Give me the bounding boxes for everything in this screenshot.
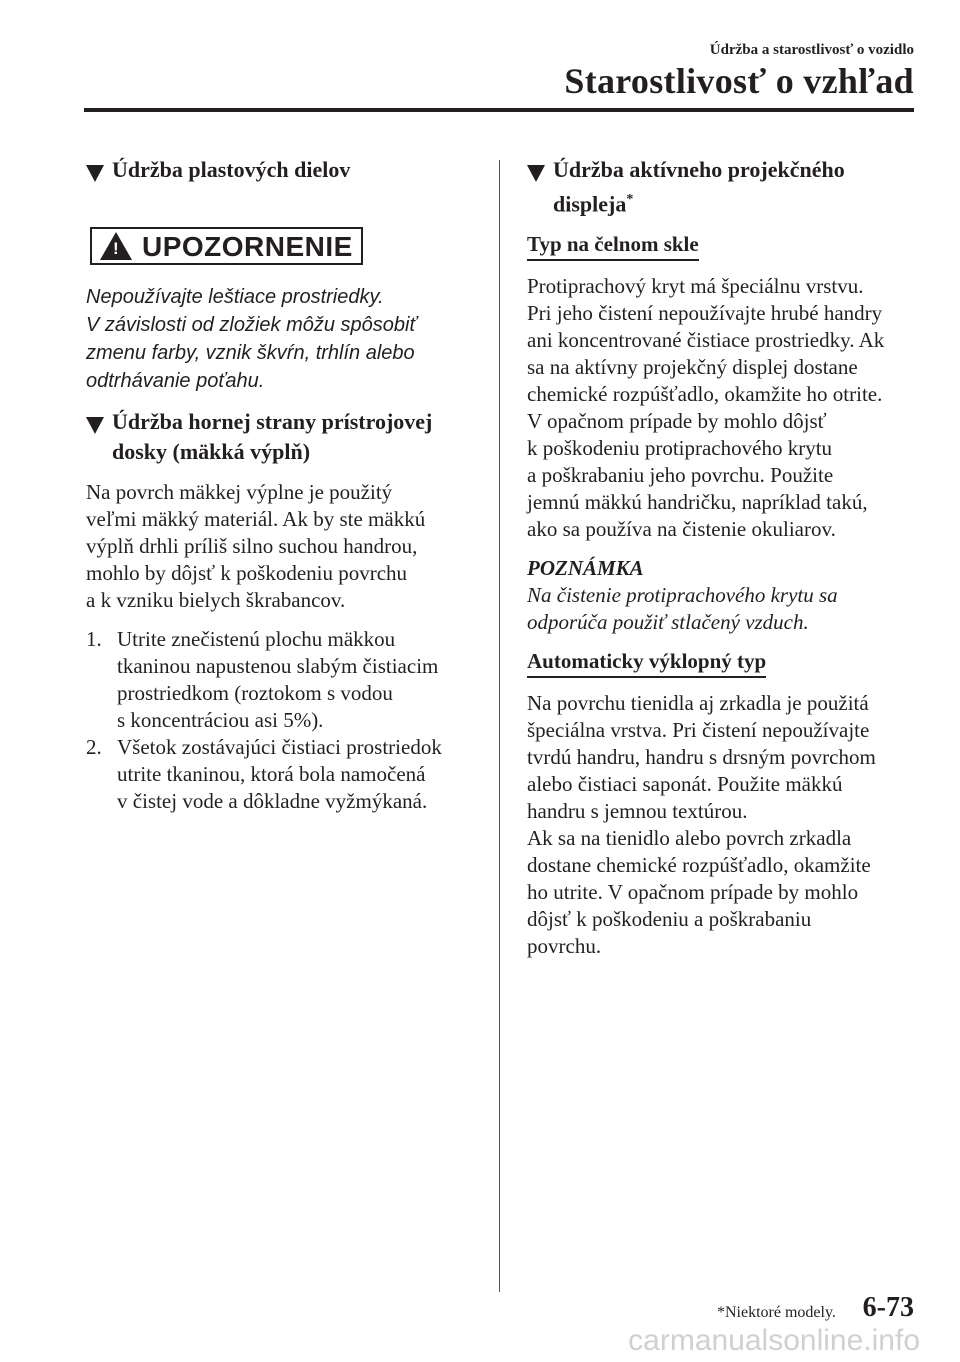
steps-list xyxy=(86,626,476,815)
text-line: handru s jemnou textúrou. xyxy=(527,799,748,824)
right-column xyxy=(527,155,922,972)
text-line: sa na aktívny projekčný displej dostane xyxy=(527,355,858,380)
note-label: POZNÁMKA xyxy=(527,556,644,581)
left-column xyxy=(86,155,476,815)
section-title: Údržba plastových dielov xyxy=(112,157,351,182)
text-line: povrchu. xyxy=(527,934,602,959)
warning-text xyxy=(86,283,476,395)
section-title-line: dosky (mäkká výplň) xyxy=(112,439,311,464)
paragraph xyxy=(527,690,922,960)
text-line: dostane chemické rozpúšťadlo, okamžite xyxy=(527,853,871,878)
step-number: 2. xyxy=(86,735,102,759)
text-line: chemické rozpúšťadlo, okamžite ho otrite. xyxy=(527,382,883,407)
paragraph xyxy=(86,479,476,614)
paragraph xyxy=(527,273,922,543)
text-line: alebo čistiaci saponát. Použite mäkkú xyxy=(527,772,843,797)
warning-label: UPOZORNENIE xyxy=(142,230,353,262)
text-line: tvrdú handru, handru s drsným povrchom xyxy=(527,745,876,770)
column-divider xyxy=(499,160,500,1292)
section-title-line: Údržba aktívneho projekčného xyxy=(553,157,845,182)
step-number: 1. xyxy=(86,627,102,651)
step-item xyxy=(86,626,476,734)
text-line: Pri jeho čistení nepoužívajte hrubé handry xyxy=(527,301,883,326)
text-line: utrite tkaninou, ktorá bola namočená xyxy=(117,762,426,786)
text-line: Ak sa na tienidlo alebo povrch zrkadla xyxy=(527,826,852,851)
warning-line: V závislosti od zložiek môžu spôsobiť xyxy=(86,314,417,336)
text-line: V opačnom prípade by mohlo dôjsť xyxy=(527,409,827,434)
section-title-text: displeja xyxy=(553,191,627,217)
triangle-bullet-icon xyxy=(86,165,104,182)
text-line: ako sa používa na čistenie okuliarov. xyxy=(527,517,836,542)
triangle-bullet-icon xyxy=(86,417,104,434)
text-line: veľmi mäkký materiál. Ak by ste mäkkú xyxy=(86,507,426,531)
section-heading-dashboard xyxy=(86,407,476,467)
chapter-label: Údržba a starostlivosť o vozidlo xyxy=(709,42,914,58)
warning-line: odtrhávanie poťahu. xyxy=(86,370,265,392)
section-heading-plastic xyxy=(86,155,476,185)
text-line: mohlo by dôjsť k poškodeniu povrchu xyxy=(86,561,408,585)
step-item xyxy=(86,734,476,815)
section-title-line xyxy=(553,185,922,219)
text-line: jemnú mäkkú handričku, napríklad takú, xyxy=(527,490,868,515)
text-line: k poškodeniu protiprachového krytu xyxy=(527,436,833,461)
text-line: prostriedkom (roztokom s vodou xyxy=(117,681,393,705)
text-line: Na povrchu tienidla aj zrkadla je použitá xyxy=(527,691,869,716)
text-line: Protiprachový kryt má špeciálnu vrstvu. xyxy=(527,274,864,299)
watermark: carmanualsonline.info xyxy=(628,1324,920,1357)
text-line: Utrite znečistenú plochu mäkkou xyxy=(117,627,396,651)
asterisk-mark: * xyxy=(626,192,634,207)
note-text xyxy=(527,582,922,636)
text-line: ani koncentrované čistiace prostriedky. Ak xyxy=(527,328,885,353)
subheading-windshield: Typ na čelnom skle xyxy=(527,231,699,261)
page-title: Starostlivosť o vzhľad xyxy=(564,61,914,101)
text-line: Na čistenie protiprachového krytu sa xyxy=(527,583,838,608)
text-line: a k vzniku bielych škrabancov. xyxy=(86,588,346,612)
text-line: a poškrabaniu jeho povrchu. Použite xyxy=(527,463,834,488)
text-line: dôjsť k poškodeniu a poškrabaniu xyxy=(527,907,812,932)
text-line: tkaninou napustenou slabým čistiacim xyxy=(117,654,439,678)
triangle-bullet-icon xyxy=(527,165,545,182)
text-line: odporúča použiť stlačený vzduch. xyxy=(527,610,809,635)
text-line: s koncentráciou asi 5%). xyxy=(117,708,324,732)
text-line: Na povrch mäkkej výplne je použitý xyxy=(86,480,393,504)
section-title-line: Údržba hornej strany prístrojovej xyxy=(112,409,433,434)
subheading-popup: Automaticky výklopný typ xyxy=(527,648,766,678)
text-line: Všetok zostávajúci čistiaci prostriedok xyxy=(117,735,442,759)
page-number: 6-73 xyxy=(862,1292,914,1323)
warning-box xyxy=(90,227,363,265)
warning-line: Nepoužívajte leštiace prostriedky. xyxy=(86,286,384,308)
warning-line: zmenu farby, vznik škvŕn, trhlín alebo xyxy=(86,342,415,364)
section-heading-hud xyxy=(527,155,922,219)
footnote: *Niektoré modely. xyxy=(717,1304,836,1321)
text-line: výplň drhli príliš silno suchou handrou, xyxy=(86,534,418,558)
warning-triangle-icon: ! xyxy=(100,232,132,260)
text-line: v čistej vode a dôkladne vyžmýkaná. xyxy=(117,789,428,813)
text-line: špeciálna vrstva. Pri čistení nepoužívajte xyxy=(527,718,870,743)
header-rule xyxy=(84,108,914,112)
text-line: ho utrite. V opačnom prípade by mohlo xyxy=(527,880,859,905)
